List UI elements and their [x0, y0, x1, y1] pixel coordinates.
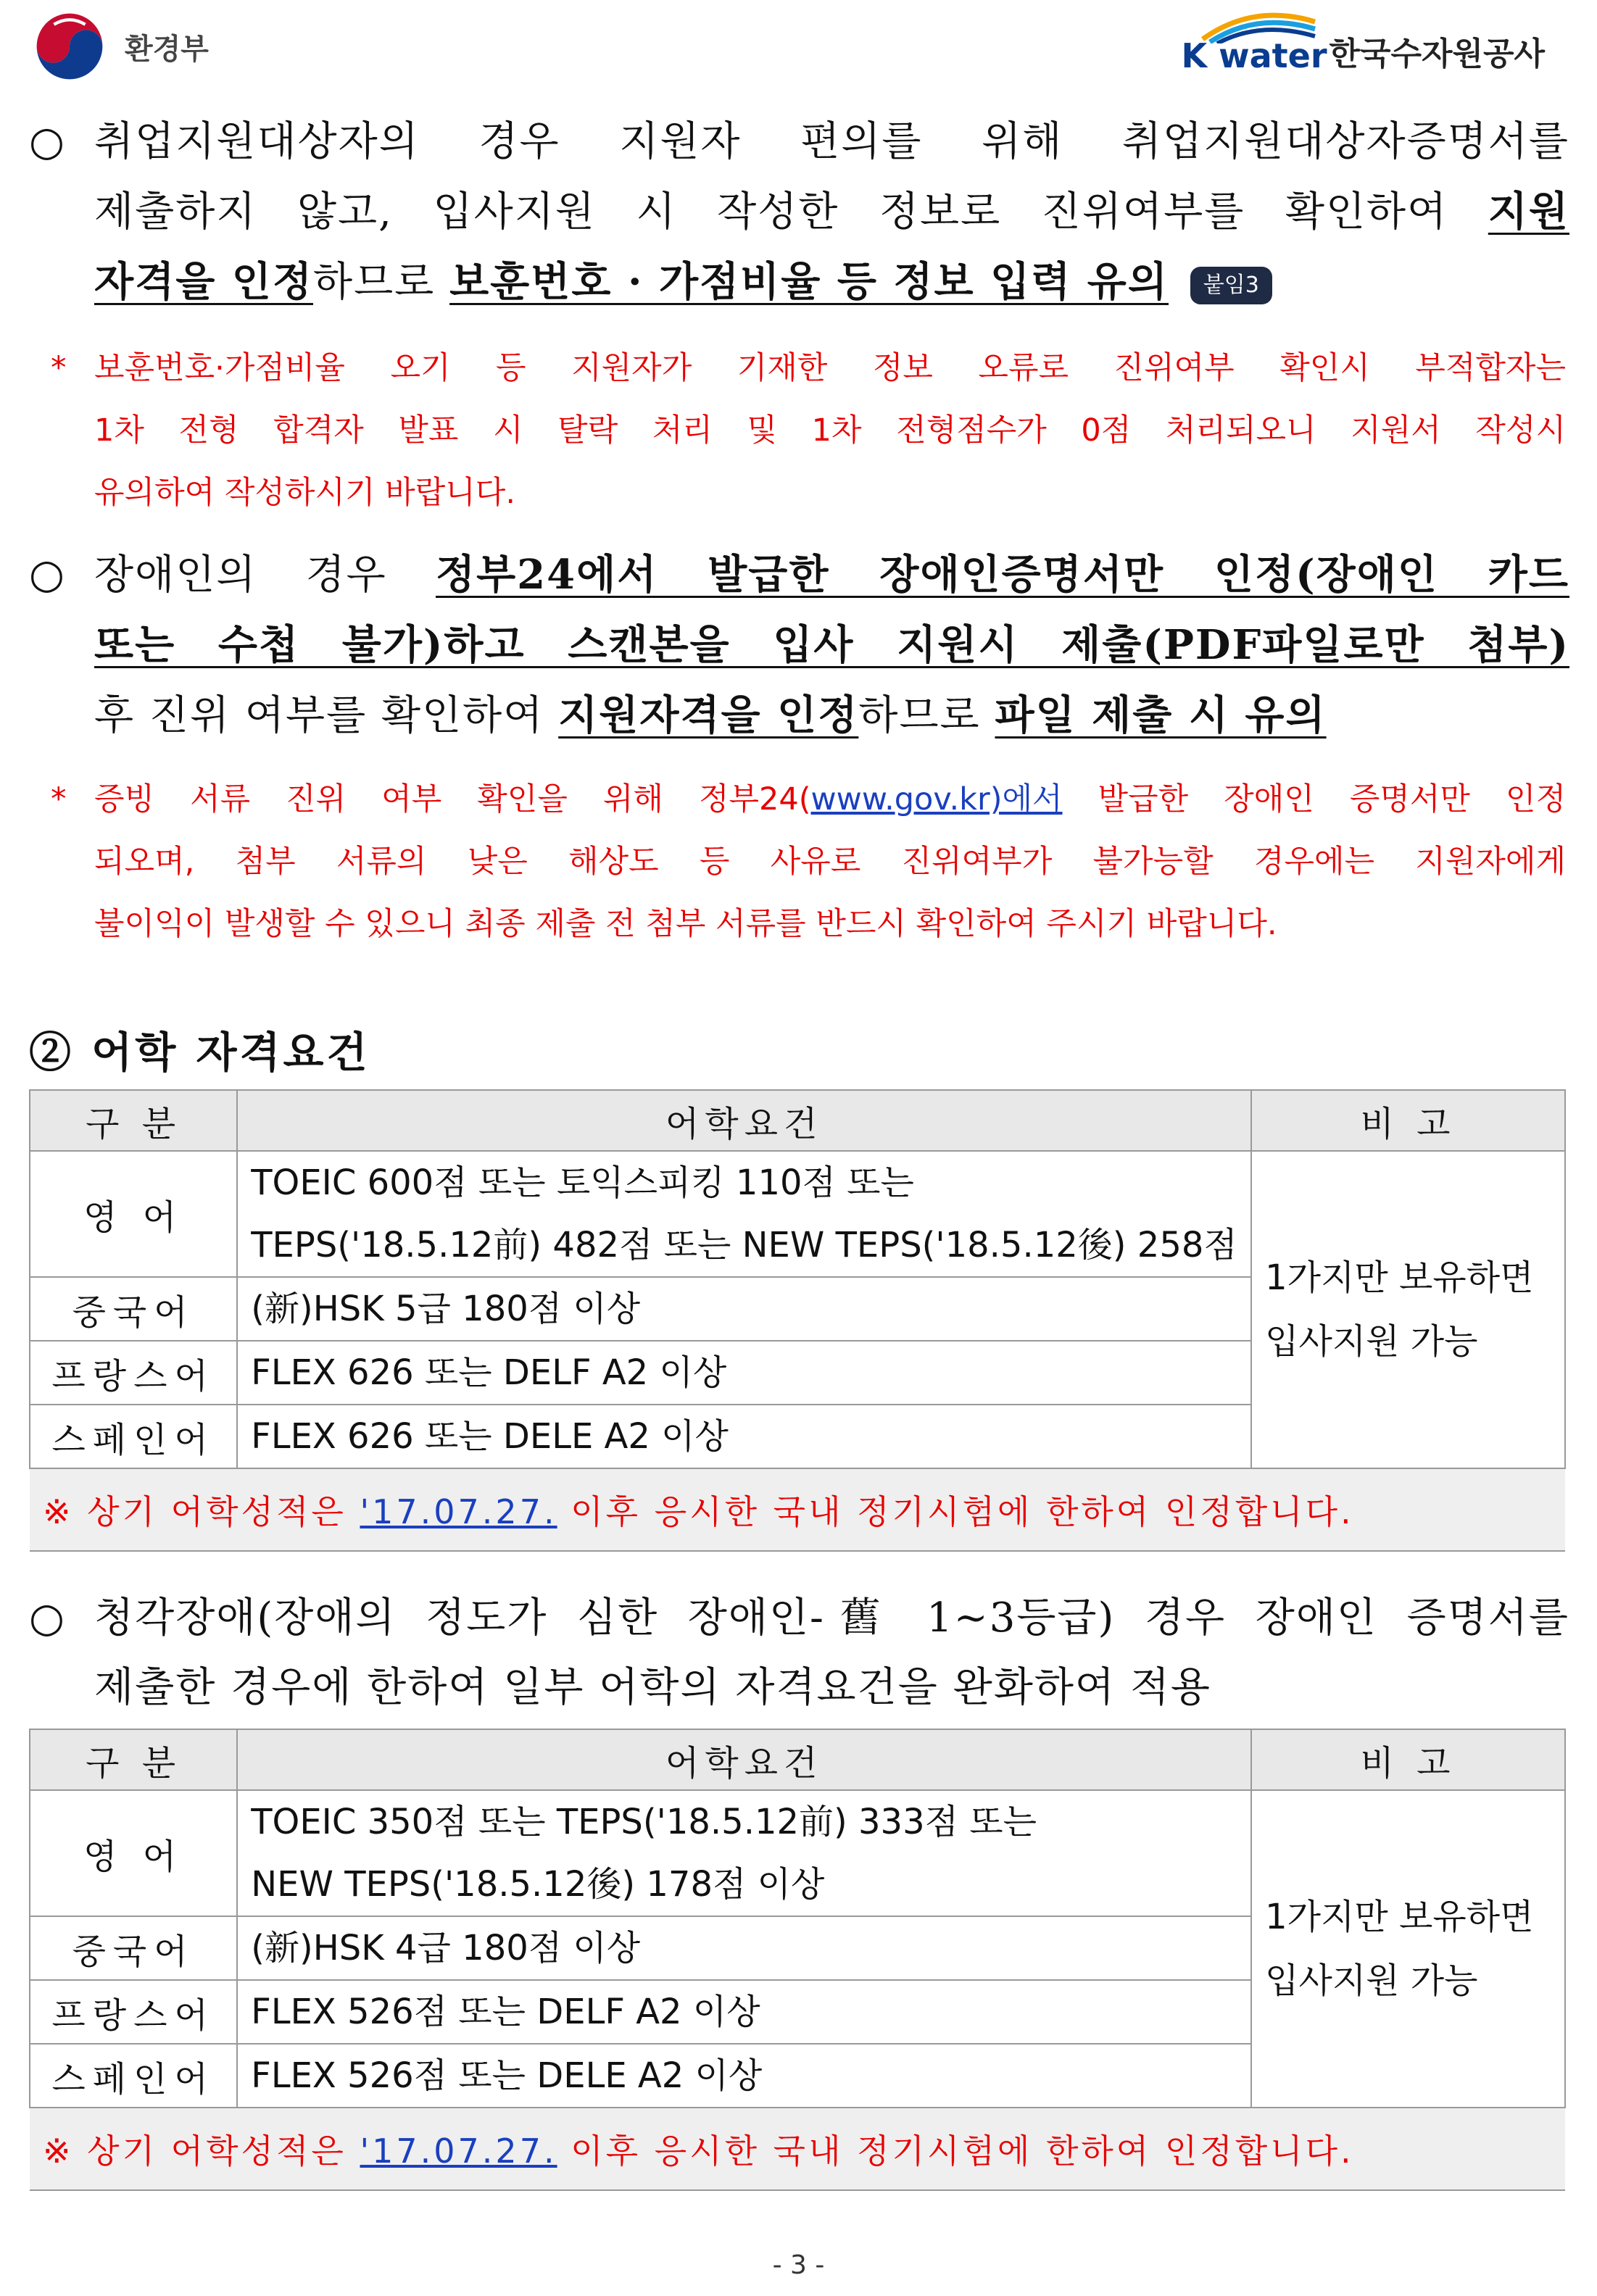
requirement-cell: (新)HSK 5급 180점 이상: [237, 1277, 1251, 1341]
header-category: 구 분: [30, 1090, 237, 1151]
para1-line1: 취업지원대상자의 경우 지원자 편의를 위해 취업지원대상자증명서를: [94, 118, 1569, 165]
header-requirement: 어학요건: [237, 1090, 1251, 1151]
remark-cell: 1가지만 보유하면 입사지원 가능: [1251, 1151, 1565, 1468]
note-asterisk: *: [51, 350, 67, 386]
para3-line1: 청각장애(장애의 정도가 심한 장애인-舊 1~3등급) 경우 장애인 증명서를: [94, 1594, 1569, 1642]
header-requirement: 어학요건: [237, 1729, 1251, 1790]
para2-line1: 장애인의 경우 정부24에서 발급한 장애인증명서만 인정(장애인 카드: [94, 551, 1569, 599]
category-cell: 중국어: [30, 1916, 237, 1980]
category-cell: 중국어: [30, 1277, 237, 1341]
requirement-cell: (新)HSK 4급 180점 이상: [237, 1916, 1251, 1980]
note2-line1: 증빙 서류 진위 여부 확인을 위해 정부24(www.gov.kr)에서 발급한 장애인 증명서만 인정: [94, 781, 1566, 818]
requirement-cell: FLEX 526점 또는 DELF A2 이상: [237, 1980, 1251, 2044]
taeguk-emblem-icon: [30, 7, 109, 86]
table-row: [30, 1790, 1565, 1916]
para3-line2: 제출한 경우에 한하여 일부 어학의 자격요건을 완화하여 적용: [94, 1664, 1212, 1711]
header-remark: 비 고: [1251, 1729, 1565, 1790]
ministry-logo: [30, 7, 209, 86]
hearing-language-table: [29, 1729, 1566, 2191]
requirement-cell: FLEX 626 또는 DELE A2 이상: [237, 1405, 1251, 1468]
note1-line2: 1차 전형 합격자 발표 시 탈락 처리 및 1차 전형점수가 0점 처리되오니 지원서 작성시: [94, 412, 1566, 449]
requirement-cell: FLEX 626 또는 DELF A2 이상: [237, 1341, 1251, 1405]
company-name: 한국수자원공사: [1329, 36, 1545, 72]
note-veterans: [51, 337, 1573, 524]
bullet-circle: ○: [29, 1594, 65, 1642]
para2-line2: 또는 수첩 불가)하고 스캔본을 입사 지원시 제출(PDF파일로만 첨부): [94, 621, 1569, 669]
category-cell: 프랑스어: [30, 1341, 237, 1405]
category-cell: 스페인어: [30, 2044, 237, 2108]
note2-line2: 되오며, 첨부 서류의 낮은 해상도 등 사유로 진위여부가 불가능할 경우에는 지원자에게: [94, 844, 1566, 880]
note-asterisk: *: [51, 781, 67, 818]
language-requirements-table: [29, 1089, 1566, 1552]
bullet-circle: ○: [29, 118, 65, 165]
category-cell: 프랑스어: [30, 1980, 237, 2044]
section-title-language: ② 어학 자격요건: [29, 1028, 370, 1077]
ministry-name: 환경부: [125, 32, 209, 66]
requirement-cell: TOEIC 350점 또는 TEPS('18.5.12前) 333점 또는 NEW TEPS('18.5.12後) 178점 이상: [237, 1790, 1251, 1916]
para2-line3: 후 진위 여부를 확인하여 지원자격을 인정하므로 파일 제출 시 유의: [94, 691, 1327, 739]
header-remark: 비 고: [1251, 1090, 1565, 1151]
table-footnote: ※ 상기 어학성적은 '17.07.27. 이후 응시한 국내 정기시험에 한하여 인정합니다.: [30, 1468, 1565, 1551]
kwater-wave-icon: [1181, 7, 1327, 77]
page-number: - 3 -: [772, 2250, 825, 2280]
bullet-circle: ○: [29, 551, 65, 598]
requirement-cell: TOEIC 600점 또는 토익스피킹 110점 또는 TEPS('18.5.12前) 482점 또는 NEW TEPS('18.5.12後) 258점: [237, 1151, 1251, 1277]
category-cell: 스페인어: [30, 1405, 237, 1468]
kwater-wordmark: K water: [1181, 36, 1327, 75]
para1-line3: 자격을 인정하므로 보훈번호 · 가점비율 등 정보 입력 유의 붙임3: [94, 247, 1569, 317]
paragraph-hearing: [29, 1584, 1573, 1723]
page-header: [0, 0, 1597, 87]
table-row: [30, 1151, 1565, 1277]
header-category: 구 분: [30, 1729, 237, 1790]
attachment-badge: 붙임3: [1190, 267, 1272, 304]
remark-cell: 1가지만 보유하면 입사지원 가능: [1251, 1790, 1565, 2108]
note1-line1: 보훈번호·가점비율 오기 등 지원자가 기재한 정보 오류로 진위여부 확인시 부적합자는: [94, 350, 1566, 386]
note2-line3: 불이익이 발생할 수 있으니 최종 제출 전 첨부 서류를 반드시 확인하여 주시기 바랍니다.: [94, 906, 1277, 942]
para1-line2: 제출하지 않고, 입사지원 시 작성한 정보로 진위여부를 확인하여 지원: [94, 188, 1569, 236]
table-footnote: ※ 상기 어학성적은 '17.07.27. 이후 응시한 국내 정기시험에 한하여 인정합니다.: [30, 2108, 1565, 2190]
category-cell: 영 어: [30, 1790, 237, 1916]
gov24-link[interactable]: www.gov.kr)에서: [810, 781, 1063, 818]
paragraph-disability: [29, 540, 1573, 751]
note-disability: [51, 768, 1573, 955]
category-cell: 영 어: [30, 1151, 237, 1277]
paragraph-veterans: [29, 107, 1573, 317]
note1-line3: 유의하여 작성하시기 바랍니다.: [94, 475, 515, 511]
kwater-logo: [1181, 7, 1545, 77]
requirement-cell: FLEX 526점 또는 DELE A2 이상: [237, 2044, 1251, 2108]
